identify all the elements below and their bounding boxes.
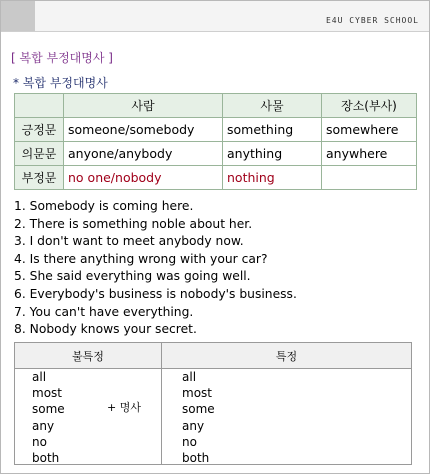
- row-label: 의문문: [15, 142, 64, 166]
- school-name: E4U CYBER SCHOOL: [325, 16, 419, 25]
- specified-words: [182, 369, 215, 466]
- table-row: [15, 142, 417, 166]
- word: most: [32, 386, 62, 401]
- sentence: 2. There is something noble about her.: [14, 216, 253, 231]
- header-cell: 사물: [223, 94, 322, 118]
- word: some: [182, 402, 215, 417]
- table-row: [15, 166, 417, 190]
- word: most: [182, 386, 212, 401]
- table-row: [15, 118, 417, 142]
- header-cell: 장소(부사): [322, 94, 417, 118]
- table-cell: anywhere: [322, 142, 417, 166]
- word: all: [32, 370, 47, 384]
- word: any: [182, 418, 205, 433]
- sentence: 3. I don't want to meet anybody now.: [14, 234, 244, 249]
- table-cell: somewhere: [322, 118, 417, 142]
- word: both: [32, 451, 60, 466]
- determiner-table: [14, 342, 412, 465]
- table-cell: something: [223, 118, 322, 142]
- row-label: 긍정문: [15, 118, 64, 142]
- sentence: 8. Nobody knows your secret.: [14, 322, 197, 337]
- word: all: [182, 370, 197, 384]
- word: both: [182, 451, 210, 466]
- sentence: 4. Is there anything wrong with your car?: [14, 251, 268, 266]
- sentence: 7. You can't have everything.: [14, 304, 194, 319]
- table-cell: no one/nobody: [64, 166, 223, 190]
- table-cell: anything: [223, 142, 322, 166]
- unspecified-words: [32, 369, 65, 466]
- header-unspecified: 불특정: [72, 350, 104, 363]
- row-label: 부정문: [15, 166, 64, 190]
- header-cell: [15, 94, 64, 118]
- word: no: [32, 434, 47, 449]
- table-header-row: [15, 94, 417, 118]
- top-corner-block: [1, 1, 35, 31]
- word: no: [182, 434, 197, 449]
- sentence: 1. Somebody is coming here.: [14, 199, 194, 213]
- top-bar: [1, 1, 429, 32]
- word: any: [32, 418, 55, 433]
- header-cell: 사람: [64, 94, 223, 118]
- header-specified: 특정: [275, 350, 298, 363]
- table-cell: anyone/anybody: [64, 142, 223, 166]
- table-cell: [322, 166, 417, 190]
- table-cell: nothing: [223, 166, 322, 190]
- section-title: [ 복합 부정대명사 ]: [11, 51, 113, 65]
- sentence: 6. Everybody's business is nobody's business.: [14, 286, 297, 301]
- pronoun-table: [14, 93, 417, 190]
- word: some: [32, 402, 65, 417]
- sentence: 5. She said everything was going well.: [14, 269, 251, 284]
- subtitle: * 복합 부정대명사: [13, 76, 108, 90]
- plus-noun-note: + 명사: [107, 401, 141, 414]
- table-cell: someone/somebody: [64, 118, 223, 142]
- example-sentences: [14, 198, 297, 339]
